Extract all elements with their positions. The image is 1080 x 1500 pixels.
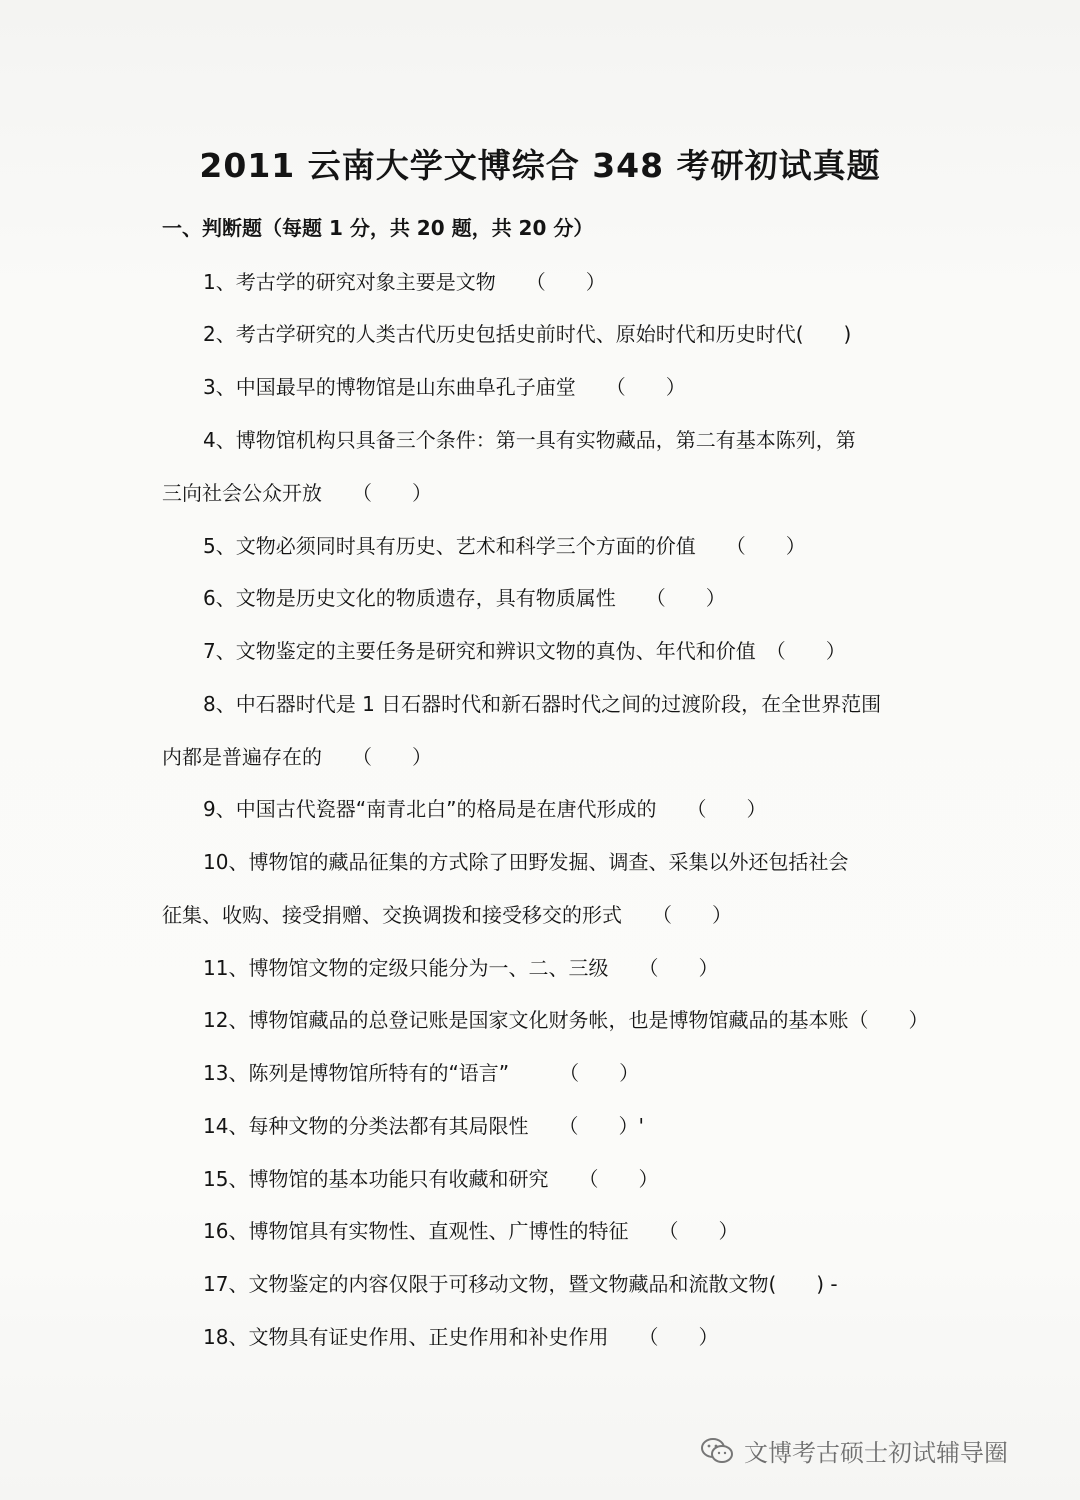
question-line: 三向社会公众开放 （ ） <box>162 481 432 505</box>
question-line: 12、博物馆藏品的总登记账是国家文化财务帐，也是博物馆藏品的基本账（ ） <box>203 1008 929 1032</box>
question-line: 3、中国最早的博物馆是山东曲阜孔子庙堂 （ ） <box>203 375 686 399</box>
question-line: 4、博物馆机构只具备三个条件：第一具有实物藏品，第二有基本陈列，第 <box>203 428 856 452</box>
wechat-icon <box>700 1436 734 1466</box>
question-line: 内都是普遍存在的 （ ） <box>162 745 432 769</box>
question-line: 9、中国古代瓷器“南青北白”的格局是在唐代形成的 （ ） <box>203 797 767 821</box>
question-line: 10、博物馆的藏品征集的方式除了田野发掘、调查、采集以外还包括社会 <box>203 850 849 874</box>
question-line: 14、每种文物的分类法都有其局限性 （ ）' <box>203 1114 644 1138</box>
question-line: 15、博物馆的基本功能只有收藏和研究 （ ） <box>203 1167 659 1191</box>
question-line: 6、文物是历史文化的物质遗存，具有物质属性 （ ） <box>203 586 726 610</box>
question-line: 5、文物必须同时具有历史、艺术和科学三个方面的价值 （ ） <box>203 534 806 558</box>
question-line: 16、博物馆具有实物性、直观性、广博性的特征 （ ） <box>203 1219 739 1243</box>
question-line: 13、陈列是博物馆所特有的“语言” （ ） <box>203 1061 640 1085</box>
question-line: 17、文物鉴定的内容仅限于可移动文物，暨文物藏品和流散文物( ) - <box>203 1272 838 1296</box>
question-line: 8、中石器时代是 1 日石器时代和新石器时代之间的过渡阶段，在全世界范围 <box>203 692 882 716</box>
question-line: 1、考古学的研究对象主要是文物 （ ） <box>203 270 606 294</box>
question-line: 7、文物鉴定的主要任务是研究和辨识文物的真伪、年代和价值 （ ） <box>203 639 846 663</box>
question-line: 11、博物馆文物的定级只能分为一、二、三级 （ ） <box>203 956 719 980</box>
watermark-text: 文博考古硕士初试辅导圈 <box>744 1439 1008 1467</box>
question-line: 2、考古学研究的人类古代历史包括史前时代、原始时代和历史时代( ) <box>203 322 852 346</box>
watermark <box>700 1433 1008 1468</box>
page-title: 2011 云南大学文博综合 348 考研初试真题 <box>199 146 881 185</box>
section-heading: 一、判断题（每题 1 分，共 20 题，共 20 分） <box>162 216 594 240</box>
question-line: 征集、收购、接受捐赠、交换调拨和接受移交的形式 （ ） <box>162 903 732 927</box>
question-line: 18、文物具有证史作用、正史作用和补史作用 （ ） <box>203 1325 719 1349</box>
